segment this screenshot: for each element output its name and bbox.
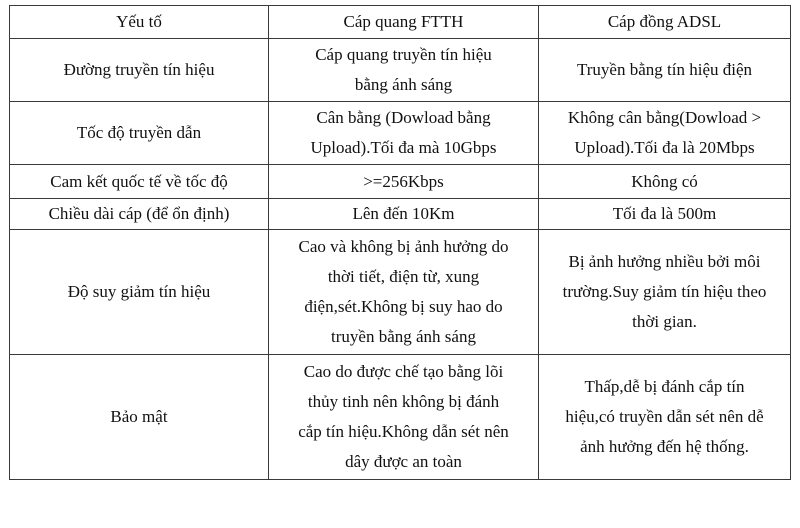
table-row <box>10 199 791 230</box>
cell-line: >=256Kbps <box>363 171 444 191</box>
ftth-cell <box>269 39 539 102</box>
cell-line: thời gian. <box>632 312 697 331</box>
cell-line: Cao do được chế tạo bằng lõi <box>303 362 504 381</box>
adsl-cell <box>539 199 791 230</box>
cell-line: Cam kết quốc tế về tốc độ <box>50 171 228 191</box>
ftth-cell <box>269 102 539 165</box>
cell-line: Lên đến 10Km <box>352 204 455 223</box>
header-factor: Yếu tố <box>10 6 269 39</box>
cell-line: thủy tinh nên không bị đánh <box>307 392 500 411</box>
factor-cell <box>10 230 269 355</box>
cell-line: Bảo mật <box>110 407 168 426</box>
adsl-cell <box>539 230 791 355</box>
cell-line: Cân bằng (Dowload bằng <box>316 108 491 127</box>
comparison-table-wrapper <box>9 5 790 480</box>
factor-cell <box>10 165 269 199</box>
cell-line: Đường truyền tín hiệu <box>63 60 215 79</box>
cell-line: Upload).Tối đa là 20Mbps <box>574 138 755 157</box>
cell-line: Cao và không bị ảnh hưởng do <box>298 237 509 256</box>
cell-line: Không có <box>631 171 698 191</box>
cell-line: ảnh hưởng đến hệ thống. <box>580 437 749 456</box>
factor-cell <box>10 355 269 480</box>
cell-line: Tốc độ truyền dẫn <box>76 123 202 142</box>
factor-cell <box>10 39 269 102</box>
ftth-cell <box>269 199 539 230</box>
table-row <box>10 355 791 480</box>
cell-line: Thấp,dễ bị đánh cắp tín <box>584 377 745 396</box>
factor-cell <box>10 199 269 230</box>
ftth-cell <box>269 230 539 355</box>
cell-line: dây được an toàn <box>345 452 462 471</box>
ftth-cell <box>269 355 539 480</box>
adsl-cell <box>539 355 791 480</box>
cell-line: Chiều dài cáp (để ổn định) <box>48 204 230 223</box>
header-ftth: Cáp quang FTTH <box>269 6 539 39</box>
table-row <box>10 230 791 355</box>
header-adsl: Cáp đồng ADSL <box>539 6 791 39</box>
cell-line: Upload).Tối đa mà 10Gbps <box>310 138 497 157</box>
cell-line: Độ suy giảm tín hiệu <box>67 282 211 301</box>
cell-line: điện,sét.Không bị suy hao do <box>304 297 503 316</box>
cell-line: Bị ảnh hưởng nhiều bởi môi <box>568 252 761 271</box>
adsl-cell <box>539 165 791 199</box>
cell-line: hiệu,có truyền dẫn sét nên dễ <box>565 407 764 426</box>
cell-line: trường.Suy giảm tín hiệu theo <box>562 282 767 301</box>
ftth-adsl-comparison-table <box>9 5 791 480</box>
header-row <box>10 6 791 39</box>
cell-line: Cáp quang truyền tín hiệu <box>315 45 492 64</box>
cell-line: Không cân bằng(Dowload > <box>567 108 762 127</box>
ftth-cell <box>269 165 539 199</box>
cell-line: bằng ánh sáng <box>354 75 453 94</box>
cell-line: thời tiết, điện từ, xung <box>327 267 480 286</box>
adsl-cell <box>539 39 791 102</box>
cell-line: Truyền bằng tín hiệu điện <box>576 60 753 79</box>
cell-line: Tối đa là 500m <box>612 204 717 223</box>
table-row <box>10 165 791 199</box>
factor-cell <box>10 102 269 165</box>
cell-line: truyền bằng ánh sáng <box>331 327 476 346</box>
cell-line: cắp tín hiệu.Không dẫn sét nên <box>298 422 509 441</box>
adsl-cell <box>539 102 791 165</box>
table-row <box>10 39 791 102</box>
table-row <box>10 102 791 165</box>
